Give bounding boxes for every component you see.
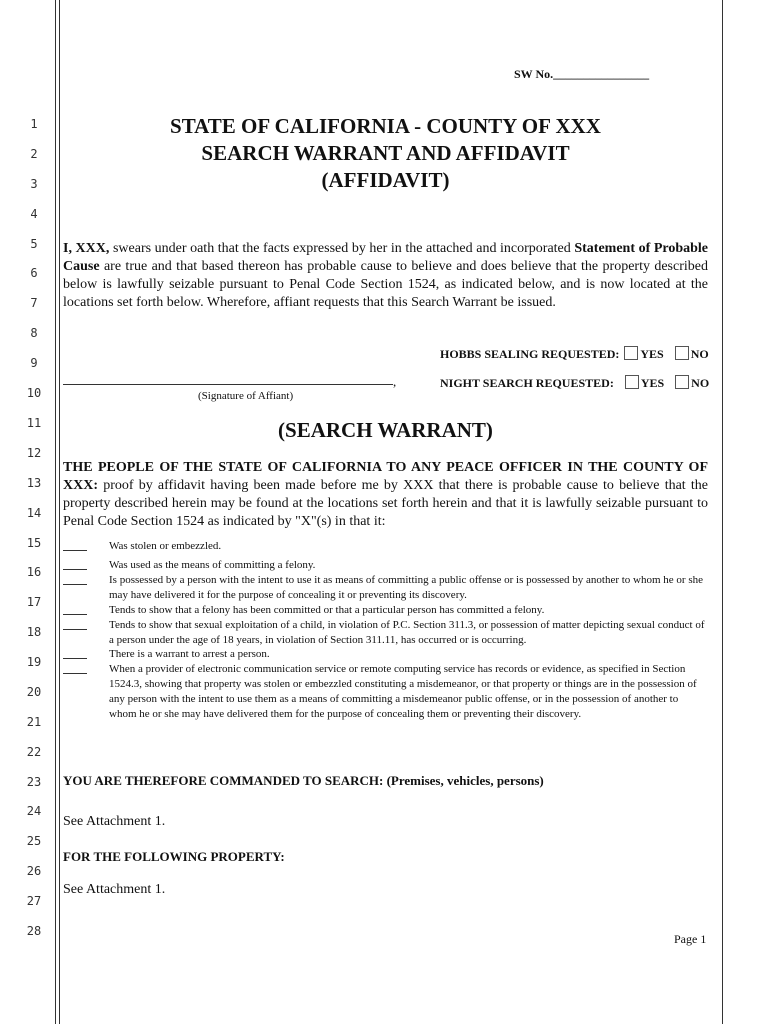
ground-item (63, 662, 708, 722)
hobbs-label: HOBBS SEALING REQUESTED: (440, 347, 620, 361)
statement-of-probable-cause: Statement of Probable Cause (63, 241, 709, 274)
ground-blank[interactable] (63, 573, 87, 585)
hobbs-yes-checkbox[interactable] (624, 346, 638, 360)
title-line-2: SEARCH WARRANT AND AFFIDAVIT (201, 141, 570, 165)
affiant-name: I, XXX, (63, 241, 110, 256)
line-number: 18 (26, 625, 42, 639)
left-margin-rule (55, 0, 56, 1024)
line-number: 27 (26, 894, 42, 908)
line-number: 4 (30, 207, 38, 221)
warrant-paragraph (63, 459, 708, 531)
ground-text: Tends to show that sexual exploitation of a child, in violation of P.C. Section 311.3, or possession of matter depicting sexual conduct of a person under the age of 18 years, in violation of Section 311.11, has occurred or is occurring. (109, 619, 705, 646)
ground-item (63, 618, 708, 648)
line-number: 15 (26, 536, 42, 550)
line-number: 7 (30, 296, 38, 310)
signature-label: (Signature of Affiant) (198, 390, 294, 402)
ground-text: Is possessed by a person with the intent to use it as means of committing a public offense or is possessed by another to whom he or she may have delivered it for the purpose of concealing it or preventing its discovery. (109, 574, 703, 601)
line-number: 2 (30, 147, 38, 161)
left-margin-rule-inner (59, 0, 60, 1024)
night-search-request (440, 375, 709, 391)
ground-item (63, 603, 708, 618)
line-number: 1 (30, 117, 38, 131)
property-heading: FOR THE FOLLOWING PROPERTY: (63, 849, 285, 864)
ground-item (63, 539, 708, 554)
line-number: 3 (30, 177, 38, 191)
see-attachment-2: See Attachment 1. (63, 882, 166, 897)
line-number: 17 (26, 595, 42, 609)
warrant-lead: THE PEOPLE OF THE STATE OF CALIFORNIA TO ANY PEACE OFFICER IN THE COUNTY OF XXX: (63, 460, 708, 493)
line-number: 26 (26, 864, 42, 878)
line-number: 11 (26, 416, 42, 430)
signature-line[interactable] (63, 374, 393, 385)
line-number: 21 (26, 715, 42, 729)
line-number: 25 (26, 834, 42, 848)
search-warrant-title: (SEARCH WARRANT) (278, 418, 493, 442)
line-number: 28 (26, 924, 42, 938)
ground-blank[interactable] (63, 539, 87, 551)
ground-item (63, 558, 708, 573)
signature-comma: , (393, 374, 397, 389)
ground-blank[interactable] (63, 618, 87, 630)
night-label: NIGHT SEARCH REQUESTED: (440, 376, 614, 390)
line-number: 12 (26, 446, 42, 460)
line-number: 8 (30, 326, 38, 340)
warrant-text: proof by affidavit having been made before me by XXX that there is probable cause to believe that the property described herein may be found at the locations set forth herein and that it is lawfully seizable pursuant to Penal Code Section 1524 as indicated by "X"(s) in that it: (63, 478, 708, 529)
line-number: 16 (26, 565, 42, 579)
ground-text: When a provider of electronic communication service or remote computing service has records or evidence, as specified in Section 1524.3, showing that property was stolen or embezzled constituting a misdemeanor, or that property or things are in the possession of any person with the intent to use them as a means of committing a misdemeanor public offense, or in the possession of another to whom he or she may have delivered them for the purpose of concealing them or preventing their discovery. (109, 663, 697, 720)
ground-text: There is a warrant to arrest a person. (109, 648, 270, 660)
ground-blank[interactable] (63, 603, 87, 615)
affidavit-text-2: are true and that based thereon has probable cause to believe and does believe that the property described below is lawfully seizable pursuant to Penal Code Section 1524, as indicated below, and is now located at the locations set forth below. Wherefore, affiant requests that this Search Warrant be issued. (63, 259, 708, 310)
no-label: NO (691, 376, 710, 390)
ground-item (63, 647, 708, 662)
line-number: 13 (26, 476, 42, 490)
see-attachment-1: See Attachment 1. (63, 814, 166, 829)
hobbs-no-checkbox[interactable] (675, 346, 689, 360)
line-number: 23 (26, 775, 42, 789)
no-label: NO (690, 347, 709, 361)
line-number: 19 (26, 655, 42, 669)
ground-blank[interactable] (63, 662, 87, 674)
page-number: Page 1 (674, 932, 707, 946)
line-number: 6 (30, 266, 38, 280)
ground-text: Was used as the means of committing a felony. (109, 559, 316, 571)
line-number: 14 (26, 506, 42, 520)
ground-text: Tends to show that a felony has been committed or that a particular person has committed a felony. (109, 604, 545, 616)
sw-number: SW No.________________ (514, 67, 650, 81)
title-line-1: STATE OF CALIFORNIA - COUNTY OF XXX (170, 114, 601, 138)
line-number: 24 (26, 804, 42, 818)
line-number: 5 (30, 237, 38, 251)
right-margin-rule (722, 0, 723, 1024)
ground-item (63, 573, 708, 603)
night-yes-checkbox[interactable] (625, 375, 639, 389)
night-no-checkbox[interactable] (675, 375, 689, 389)
hobbs-sealing-request (440, 346, 709, 362)
yes-label: YES (640, 347, 664, 361)
title-line-3: (AFFIDAVIT) (321, 168, 450, 192)
ground-blank[interactable] (63, 558, 87, 570)
line-number: 22 (26, 745, 42, 759)
line-number: 20 (26, 685, 42, 699)
ground-blank[interactable] (63, 647, 87, 659)
line-number: 10 (26, 386, 42, 400)
ground-text: Was stolen or embezzled. (109, 540, 222, 552)
yes-label: YES (640, 376, 665, 390)
affidavit-text-1: swears under oath that the facts expressed by her in the attached and incorporated (109, 241, 575, 256)
affidavit-paragraph (63, 240, 708, 312)
line-number: 9 (30, 356, 38, 370)
command-heading: YOU ARE THEREFORE COMMANDED TO SEARCH: (Premises, vehicles, persons) (63, 773, 544, 788)
